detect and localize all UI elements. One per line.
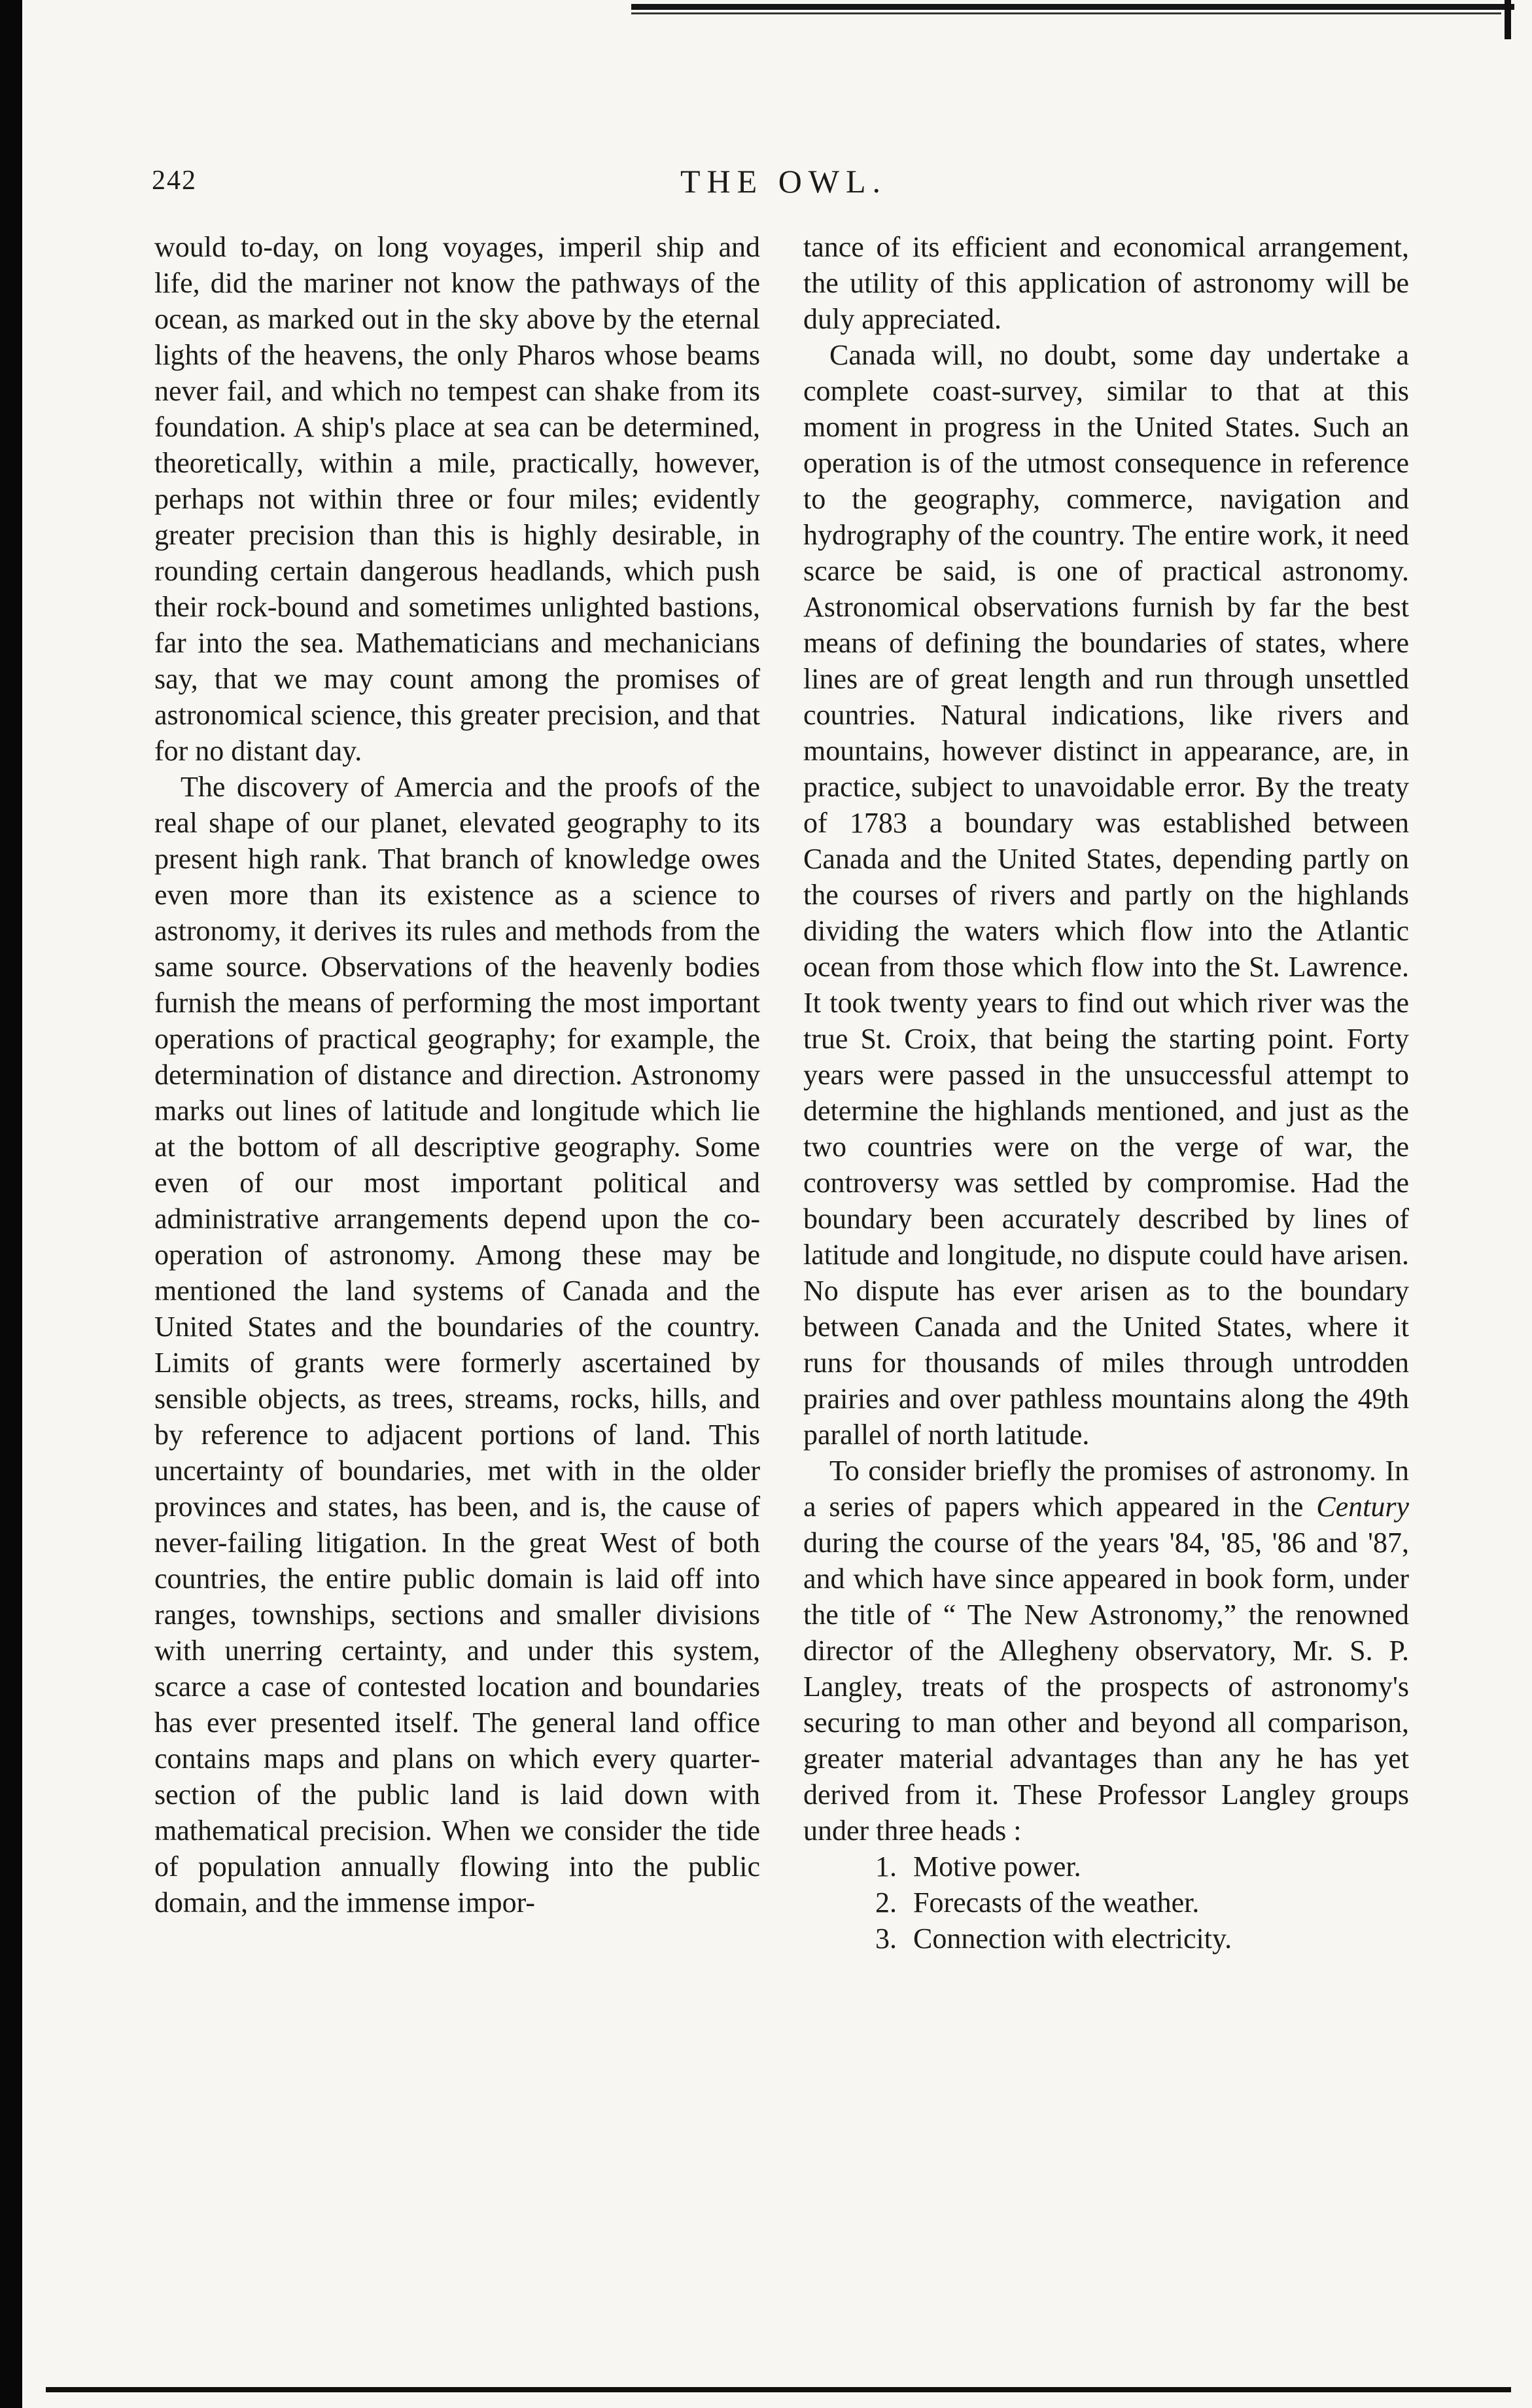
list-number: 2. [875,1886,897,1919]
list-number: 3. [875,1922,897,1955]
paragraph [803,1453,1409,1849]
paragraph: Canada will, no doubt, some day undertake a complete coast-survey, similar to that at this moment in progress in the United States. Such an operation is of the utmost consequence in reference to the geography, commerce, navigation and hydrography of the country. The entire work, it need scarce be said, is one of practical astronomy. Astronomical observations furnish by far the best means of defining the boundaries of states, where lines are of great length and run through unsettled countries. Natural indications, like rivers and mountains, however distinct in appearance, are, in practice, subject to unavoidable error. By the treaty of 1783 a boundary was established between Canada and the United States, depending partly on the courses of rivers and partly on the highlands dividing the waters which flow into the Atlantic ocean from those which flow into the St. Lawrence. It took twenty years to find out which river was the true St. Croix, that being the starting point. Forty years were passed in the unsuccessful attempt to determine the highlands mentioned, and just as the two countries were on the verge of war, the controversy was settled by compromise. Had the boundary been accurately described by lines of latitude and longitude, no dispute could have arisen. No dispute has ever arisen as to the boundary between Canada and the United States, where it runs for thousands of miles through untrodden prairies and over pathless mountains along the 49th parallel of north latitude. [803,339,1409,1451]
left-column [154,229,760,1921]
running-title: THE OWL. [680,163,888,200]
list-item [875,1921,1409,1956]
top-rule-thin [631,12,1501,14]
paragraph-text: To consider briefly the promises of astronomy. In a series of papers which appeared in the [803,1455,1409,1523]
paragraph: tance of its efficient and economical arrangement, the utility of this application of astronomy will be duly appreciated. [803,231,1409,335]
list-text: Connection with electricity. [913,1922,1232,1955]
scan-binding-edge [0,0,22,2408]
list-text: Forecasts of the weather. [913,1886,1200,1919]
heads-list [803,1849,1409,1956]
paragraph: The discovery of Amercia and the proofs of the real shape of our planet, elevated geography to its present high rank. That branch of knowledge owes even more than its existence as a science to astronomy, it derives its rules and methods from the same source. Observations of the heavenly bodies furnish the means of performing the most important operations of practical geography; for example, the determination of distance and direction. Astronomy marks out lines of latitude and longitude which lie at the bottom of all descriptive geography. Some even of our most important political and administrative arrangements depend upon the co-operation of astronomy. Among these may be mentioned the land systems of Canada and the United States and the boundaries of the country. Limits of grants were formerly ascertained by sensible objects, as trees, streams, rocks, hills, and by reference to adjacent portions of land. This uncertainty of boundaries, met with in the older provinces and states, has been, and is, the cause of never-failing litigation. In the great West of both countries, the entire public domain is laid off into ranges, townships, sections and smaller divisions with unerring certainty, and under this system, scarce a case of contested location and boundaries has ever presented itself. The general land office contains maps and plans on which every quarter-section of the public land is laid down with mathematical precision. When we consider the tide of population annually flowing into the public domain, and the immense impor- [154,771,760,1919]
list-item [875,1885,1409,1921]
italic-title: Century [1316,1491,1409,1523]
page-number: 242 [152,166,197,196]
scan-right-edge [1505,0,1511,39]
list-text: Motive power. [913,1850,1081,1883]
list-item [875,1849,1409,1885]
top-rule [631,4,1514,10]
right-column [803,229,1409,1956]
paragraph: would to-day, on long voyages, imperil ship and life, did the mariner not know the pathways of the ocean, as marked out in the sky above by the eternal lights of the heavens, the only Pharos whose beams never fail, and which no tempest can shake from its foundation. A ship's place at sea can be determined, theoretically, within a mile, practically, however, perhaps not within three or four miles; evidently greater precision than this is highly desirable, in rounding certain dangerous headlands, which push their rock-bound and sometimes unlighted bastions, far into the sea. Mathematicians and mechanicians say, that we may count among the promises of astronomical science, this greater precision, and that for no distant day. [154,231,760,767]
list-number: 1. [875,1850,897,1883]
bottom-rule [46,2387,1511,2392]
paragraph-text: during the course of the years '84, '85, '86 and '87, and which have since appeared in book form, under the title of “ The New Astronomy,” the renowned director of the Allegheny observatory, Mr. S. P. Langley, treats of the prospects of astronomy's securing to man other and beyond all comparison, greater material advantages than any he has yet derived from it. These Professor Langley groups under three heads : [803,1527,1409,1847]
